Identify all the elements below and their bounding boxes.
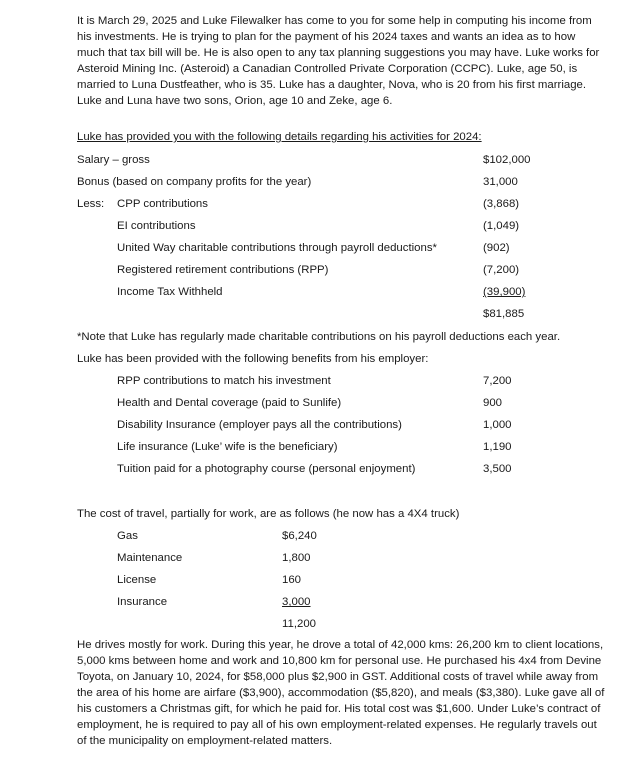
travel-label: Gas [117,530,138,542]
deduction-label: Income Tax Withheld [117,286,223,298]
benefit-label: Tuition paid for a photography course (personal enjoyment) [117,463,416,475]
deduction-value: (7,200) [483,264,520,276]
benefits-intro: Luke has been provided with the following benefits from his employer: [77,353,429,365]
travel-total: 11,200 [282,618,316,630]
less-label: Less: [77,198,105,210]
benefit-label: Life insurance (Luke’ wife is the beneficiary) [117,441,338,453]
benefit-value: 1,000 [483,419,512,431]
salary-gross-value: $102,000 [483,154,531,166]
activities-heading: Luke has provided you with the following details regarding his activities for 2024: [77,131,482,143]
charity-note: *Note that Luke has regularly made charitable contributions on his payroll deductions each year. [77,331,561,343]
travel-value: 1,800 [282,552,311,564]
benefit-value: 1,190 [483,441,512,453]
benefit-value: 3,500 [483,463,512,475]
travel-value: 160 [282,574,302,586]
deduction-value: (3,868) [483,198,520,210]
travel-value: $6,240 [282,530,317,542]
net-salary-value: $81,885 [483,308,525,320]
benefit-value: 900 [483,397,503,409]
travel-label: Insurance [117,596,168,608]
travel-label: License [117,574,157,586]
deduction-value: (39,900) [483,286,526,298]
deduction-label: CPP contributions [117,198,208,210]
deduction-label: Registered retirement contributions (RPP) [117,264,329,276]
deduction-value: (902) [483,242,510,254]
travel-value: 3,000 [282,596,311,608]
closing-paragraph: He drives mostly for work. During this year, he drove a total of 42,000 kms: 26,200 km to client locations, 5,000 kms between home and work and 10,800 km for personal use. He purchased his 4x4 from Devine Toyota, on January 10, 2024, for $58,000 plus $2,900 in GST. Additional costs of travel while away from the area of his home are airfare ($3,900), accommodation ($5,820), and meals ($3,380). Luke gave all of his customers a Christmas gift, for which he paid for. His total cost was $1,600. Under Luke’s contract of employment, he is required to pay all of his own employment-related expenses. He regularly travels out of the municipality on employment-related matters. [77,639,605,747]
bonus-label: Bonus (based on company profits for the year) [77,176,312,188]
intro-paragraph: It is March 29, 2025 and Luke Filewalker has come to you for some help in computing his income from his investments. He is trying to plan for the payment of his 2024 taxes and wants an idea as to how much that tax bill will be. He is also open to any tax planning suggestions you may have. Luke works for Asteroid Mining Inc. (Asteroid) a Canadian Controlled Private Corporation (CCPC). Luke, age 50, is married to Luna Dustfeather, who is 35. Luke has a daughter, Nova, who is 20 from his first marriage. Luke and Luna have two sons, Orion, age 10 and Zeke, age 6. [77,15,600,107]
benefit-value: 7,200 [483,375,512,387]
bonus-value: 31,000 [483,176,518,188]
salary-gross-label: Salary – gross [77,154,150,166]
travel-intro: The cost of travel, partially for work, are as follows (he now has a 4X4 truck) [77,508,460,520]
benefit-label: Health and Dental coverage (paid to Sunlife) [117,397,342,409]
deduction-value: (1,049) [483,220,520,232]
benefit-label: RPP contributions to match his investment [117,375,331,387]
deduction-label: United Way charitable contributions through payroll deductions* [117,242,437,254]
travel-label: Maintenance [117,552,183,564]
deduction-label: EI contributions [117,220,196,232]
benefit-label: Disability Insurance (employer pays all the contributions) [117,419,402,431]
